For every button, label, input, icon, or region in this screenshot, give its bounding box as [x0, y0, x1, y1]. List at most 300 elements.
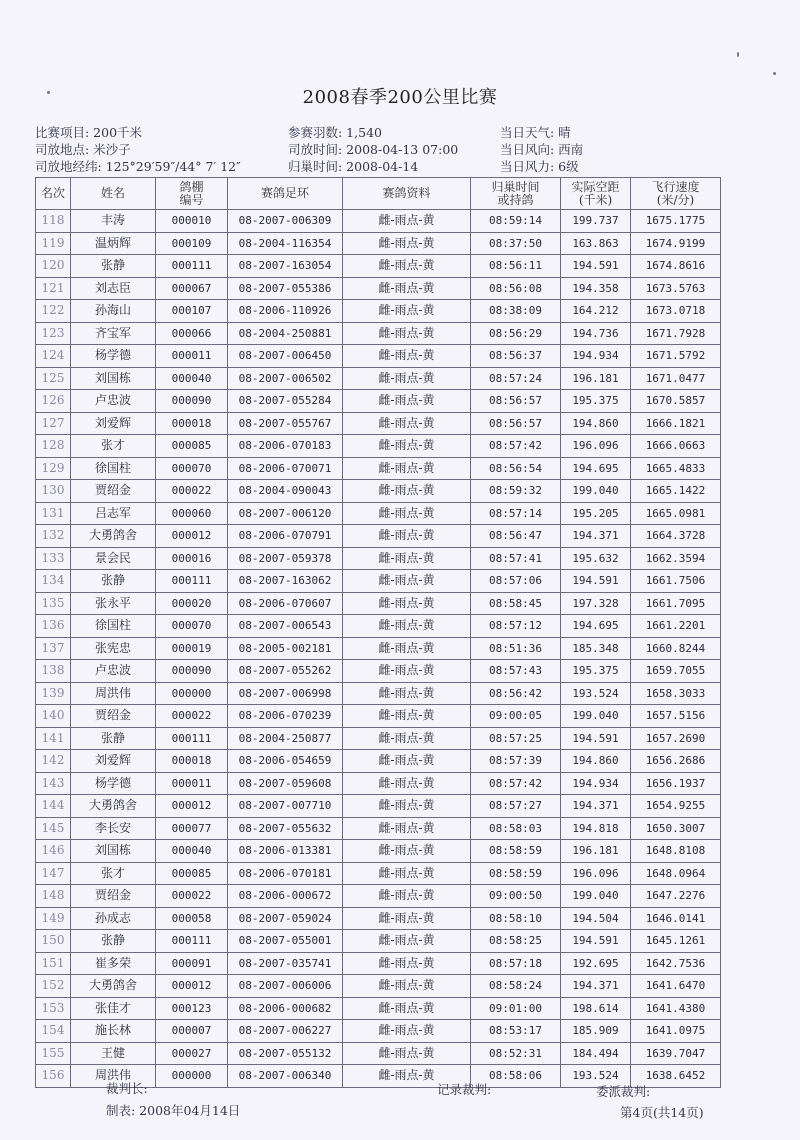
table-row	[36, 547, 721, 570]
cell-ring: 08-2007-055132	[228, 1042, 343, 1065]
cell-time: 08:57:42	[471, 435, 561, 458]
cell-ring: 08-2007-059608	[228, 772, 343, 795]
cell-speed: 1646.0141	[631, 907, 721, 930]
cell-ring: 08-2004-090043	[228, 480, 343, 503]
cell-info: 雌-雨点-黄	[343, 435, 471, 458]
cell-loft: 000020	[156, 592, 228, 615]
cell-rank: 135	[36, 592, 71, 615]
cell-rank: 119	[36, 232, 71, 255]
table-row	[36, 232, 721, 255]
cell-loft: 000107	[156, 300, 228, 323]
cell-name: 刘国栋	[71, 367, 156, 390]
cell-distance: 193.524	[561, 1065, 631, 1088]
cell-name: 张静	[71, 570, 156, 593]
cell-speed: 1657.2690	[631, 727, 721, 750]
cell-distance: 194.695	[561, 457, 631, 480]
cell-name: 卢忠波	[71, 390, 156, 413]
cell-ring: 08-2007-059378	[228, 547, 343, 570]
cell-distance: 199.737	[561, 210, 631, 233]
table-row	[36, 795, 721, 818]
cell-ring: 08-2007-055767	[228, 412, 343, 435]
cell-rank: 137	[36, 637, 71, 660]
cell-info: 雌-雨点-黄	[343, 997, 471, 1020]
table-row	[36, 840, 721, 863]
cell-loft: 000019	[156, 637, 228, 660]
cell-ring: 08-2007-055262	[228, 660, 343, 683]
cell-time: 08:56:29	[471, 322, 561, 345]
table-row	[36, 525, 721, 548]
cell-info: 雌-雨点-黄	[343, 480, 471, 503]
table-row	[36, 952, 721, 975]
cell-rank: 148	[36, 885, 71, 908]
cell-info: 雌-雨点-黄	[343, 277, 471, 300]
cell-distance: 195.632	[561, 547, 631, 570]
cell-ring: 08-2006-070183	[228, 435, 343, 458]
cell-time: 08:57:39	[471, 750, 561, 773]
cell-name: 贾绍金	[71, 885, 156, 908]
cell-info: 雌-雨点-黄	[343, 1020, 471, 1043]
cell-time: 08:58:06	[471, 1065, 561, 1088]
cell-loft: 000007	[156, 1020, 228, 1043]
cell-loft: 000111	[156, 255, 228, 278]
cell-info: 雌-雨点-黄	[343, 907, 471, 930]
cell-speed: 1666.1821	[631, 412, 721, 435]
cell-speed: 1671.0477	[631, 367, 721, 390]
table-row	[36, 885, 721, 908]
cell-loft: 000085	[156, 435, 228, 458]
cell-name: 贾绍金	[71, 480, 156, 503]
cell-name: 张静	[71, 727, 156, 750]
cell-distance: 194.591	[561, 570, 631, 593]
cell-time: 08:56:42	[471, 682, 561, 705]
cell-loft: 000040	[156, 840, 228, 863]
cell-info: 雌-雨点-黄	[343, 952, 471, 975]
cell-ring: 08-2007-055632	[228, 817, 343, 840]
cell-ring: 08-2007-006998	[228, 682, 343, 705]
cell-loft: 000077	[156, 817, 228, 840]
cell-ring: 08-2004-250877	[228, 727, 343, 750]
cell-rank: 123	[36, 322, 71, 345]
cell-info: 雌-雨点-黄	[343, 817, 471, 840]
cell-rank: 120	[36, 255, 71, 278]
cell-name: 刘爱辉	[71, 750, 156, 773]
cell-time: 08:59:14	[471, 210, 561, 233]
cell-name: 李长安	[71, 817, 156, 840]
cell-distance: 185.909	[561, 1020, 631, 1043]
cell-loft: 000123	[156, 997, 228, 1020]
cell-name: 张静	[71, 255, 156, 278]
table-row	[36, 480, 721, 503]
cell-name: 丰涛	[71, 210, 156, 233]
cell-info: 雌-雨点-黄	[343, 457, 471, 480]
cell-speed: 1648.0964	[631, 862, 721, 885]
cell-info: 雌-雨点-黄	[343, 705, 471, 728]
cell-name: 贾绍金	[71, 705, 156, 728]
cell-ring: 08-2006-070791	[228, 525, 343, 548]
cell-distance: 199.040	[561, 480, 631, 503]
info-project: 比赛项目: 200千米	[35, 125, 143, 140]
cell-ring: 08-2006-070239	[228, 705, 343, 728]
cell-name: 王健	[71, 1042, 156, 1065]
footer-recorder: 记录裁判:	[437, 1082, 492, 1097]
table-row	[36, 930, 721, 953]
table-row	[36, 660, 721, 683]
cell-speed: 1673.0718	[631, 300, 721, 323]
cell-loft: 000040	[156, 367, 228, 390]
cell-name: 卢忠波	[71, 660, 156, 683]
cell-distance: 194.695	[561, 615, 631, 638]
cell-speed: 1670.5857	[631, 390, 721, 413]
cell-rank: 134	[36, 570, 71, 593]
header-info: 赛鸽资料	[343, 178, 471, 210]
cell-rank: 130	[36, 480, 71, 503]
cell-time: 08:58:59	[471, 862, 561, 885]
cell-loft: 000010	[156, 210, 228, 233]
table-row	[36, 390, 721, 413]
cell-time: 08:58:10	[471, 907, 561, 930]
cell-info: 雌-雨点-黄	[343, 525, 471, 548]
cell-loft: 000109	[156, 232, 228, 255]
cell-loft: 000000	[156, 1065, 228, 1088]
table-row	[36, 570, 721, 593]
cell-info: 雌-雨点-黄	[343, 300, 471, 323]
cell-info: 雌-雨点-黄	[343, 637, 471, 660]
cell-name: 吕志军	[71, 502, 156, 525]
cell-loft: 000016	[156, 547, 228, 570]
cell-ring: 08-2007-006309	[228, 210, 343, 233]
cell-time: 08:51:36	[471, 637, 561, 660]
cell-rank: 142	[36, 750, 71, 773]
cell-speed: 1662.3594	[631, 547, 721, 570]
cell-speed: 1656.2686	[631, 750, 721, 773]
cell-rank: 126	[36, 390, 71, 413]
header-loft: 鸽棚编号	[156, 178, 228, 210]
cell-name: 张静	[71, 930, 156, 953]
cell-distance: 194.371	[561, 795, 631, 818]
cell-distance: 194.504	[561, 907, 631, 930]
info-location: 司放地点: 米沙子	[35, 142, 131, 157]
cell-ring: 08-2006-000682	[228, 997, 343, 1020]
cell-speed: 1673.5763	[631, 277, 721, 300]
header-name: 姓名	[71, 178, 156, 210]
cell-time: 08:38:09	[471, 300, 561, 323]
cell-distance: 164.212	[561, 300, 631, 323]
cell-speed: 1641.0975	[631, 1020, 721, 1043]
header-speed: 飞行速度(米/分)	[631, 178, 721, 210]
cell-rank: 144	[36, 795, 71, 818]
cell-speed: 1674.8616	[631, 255, 721, 278]
cell-info: 雌-雨点-黄	[343, 592, 471, 615]
cell-info: 雌-雨点-黄	[343, 930, 471, 953]
cell-info: 雌-雨点-黄	[343, 367, 471, 390]
cell-rank: 145	[36, 817, 71, 840]
cell-info: 雌-雨点-黄	[343, 345, 471, 368]
cell-ring: 08-2007-035741	[228, 952, 343, 975]
cell-distance: 196.096	[561, 862, 631, 885]
cell-time: 08:57:06	[471, 570, 561, 593]
cell-loft: 000091	[156, 952, 228, 975]
cell-ring: 08-2007-163054	[228, 255, 343, 278]
cell-ring: 08-2007-006543	[228, 615, 343, 638]
cell-time: 08:57:14	[471, 502, 561, 525]
cell-loft: 000018	[156, 412, 228, 435]
cell-loft: 000012	[156, 525, 228, 548]
cell-name: 张才	[71, 862, 156, 885]
cell-distance: 194.934	[561, 345, 631, 368]
cell-info: 雌-雨点-黄	[343, 795, 471, 818]
cell-rank: 128	[36, 435, 71, 458]
cell-name: 景会民	[71, 547, 156, 570]
cell-distance: 193.524	[561, 682, 631, 705]
cell-ring: 08-2004-116354	[228, 232, 343, 255]
cell-ring: 08-2007-006120	[228, 502, 343, 525]
cell-speed: 1660.8244	[631, 637, 721, 660]
table-row	[36, 367, 721, 390]
cell-ring: 08-2007-055386	[228, 277, 343, 300]
table-header-row	[36, 178, 721, 210]
cell-distance: 199.040	[561, 885, 631, 908]
cell-info: 雌-雨点-黄	[343, 862, 471, 885]
cell-name: 张才	[71, 435, 156, 458]
cell-distance: 195.375	[561, 660, 631, 683]
table-row	[36, 1020, 721, 1043]
cell-name: 周洪伟	[71, 682, 156, 705]
cell-info: 雌-雨点-黄	[343, 322, 471, 345]
cell-distance: 197.328	[561, 592, 631, 615]
cell-info: 雌-雨点-黄	[343, 210, 471, 233]
cell-info: 雌-雨点-黄	[343, 412, 471, 435]
cell-ring: 08-2006-070071	[228, 457, 343, 480]
cell-info: 雌-雨点-黄	[343, 1065, 471, 1088]
cell-rank: 136	[36, 615, 71, 638]
cell-rank: 129	[36, 457, 71, 480]
cell-info: 雌-雨点-黄	[343, 660, 471, 683]
cell-distance: 194.934	[561, 772, 631, 795]
table-row	[36, 1042, 721, 1065]
cell-speed: 1641.4380	[631, 997, 721, 1020]
cell-time: 09:00:50	[471, 885, 561, 908]
cell-rank: 141	[36, 727, 71, 750]
cell-loft: 000011	[156, 345, 228, 368]
table-row	[36, 682, 721, 705]
cell-time: 08:58:45	[471, 592, 561, 615]
cell-loft: 000111	[156, 727, 228, 750]
table-row	[36, 997, 721, 1020]
cell-loft: 000012	[156, 975, 228, 998]
info-release-time: 司放时间: 2008-04-13 07:00	[288, 142, 459, 157]
table-row	[36, 907, 721, 930]
cell-info: 雌-雨点-黄	[343, 390, 471, 413]
cell-speed: 1675.1775	[631, 210, 721, 233]
cell-rank: 156	[36, 1065, 71, 1088]
cell-distance: 196.181	[561, 840, 631, 863]
cell-distance: 163.863	[561, 232, 631, 255]
table-row	[36, 862, 721, 885]
info-return-time: 归巢时间: 2008-04-14	[288, 159, 419, 174]
cell-rank: 154	[36, 1020, 71, 1043]
cell-distance: 192.695	[561, 952, 631, 975]
cell-ring: 08-2007-006006	[228, 975, 343, 998]
cell-time: 08:52:31	[471, 1042, 561, 1065]
cell-distance: 194.371	[561, 525, 631, 548]
cell-rank: 127	[36, 412, 71, 435]
cell-rank: 155	[36, 1042, 71, 1065]
cell-distance: 194.358	[561, 277, 631, 300]
cell-speed: 1639.7047	[631, 1042, 721, 1065]
cell-speed: 1665.0981	[631, 502, 721, 525]
cell-name: 刘国栋	[71, 840, 156, 863]
cell-name: 张宪忠	[71, 637, 156, 660]
cell-ring: 08-2005-002181	[228, 637, 343, 660]
cell-ring: 08-2006-070607	[228, 592, 343, 615]
cell-speed: 1656.1937	[631, 772, 721, 795]
cell-rank: 138	[36, 660, 71, 683]
cell-distance: 198.614	[561, 997, 631, 1020]
cell-info: 雌-雨点-黄	[343, 727, 471, 750]
cell-time: 08:56:11	[471, 255, 561, 278]
cell-speed: 1671.5792	[631, 345, 721, 368]
cell-time: 08:56:57	[471, 412, 561, 435]
cell-distance: 194.818	[561, 817, 631, 840]
cell-speed: 1659.7055	[631, 660, 721, 683]
cell-loft: 000090	[156, 660, 228, 683]
cell-rank: 132	[36, 525, 71, 548]
cell-loft: 000085	[156, 862, 228, 885]
cell-time: 08:56:54	[471, 457, 561, 480]
cell-rank: 153	[36, 997, 71, 1020]
cell-name: 徐国柱	[71, 457, 156, 480]
cell-info: 雌-雨点-黄	[343, 615, 471, 638]
cell-name: 大勇鸽舍	[71, 975, 156, 998]
cell-ring: 08-2007-006340	[228, 1065, 343, 1088]
cell-ring: 08-2006-070181	[228, 862, 343, 885]
cell-distance: 184.494	[561, 1042, 631, 1065]
cell-speed: 1674.9199	[631, 232, 721, 255]
table-row	[36, 772, 721, 795]
cell-rank: 151	[36, 952, 71, 975]
cell-ring: 08-2006-013381	[228, 840, 343, 863]
cell-rank: 133	[36, 547, 71, 570]
cell-time: 08:57:18	[471, 952, 561, 975]
cell-rank: 118	[36, 210, 71, 233]
cell-loft: 000060	[156, 502, 228, 525]
footer-made-date: 制表: 2008年04月14日	[106, 1103, 241, 1118]
cell-rank: 140	[36, 705, 71, 728]
cell-name: 孙成志	[71, 907, 156, 930]
header-ring: 赛鸽足环	[228, 178, 343, 210]
cell-loft: 000070	[156, 457, 228, 480]
cell-ring: 08-2006-054659	[228, 750, 343, 773]
cell-loft: 000111	[156, 930, 228, 953]
cell-loft: 000067	[156, 277, 228, 300]
cell-distance: 194.860	[561, 412, 631, 435]
cell-speed: 1661.2201	[631, 615, 721, 638]
header-rank: 名次	[36, 178, 71, 210]
cell-ring: 08-2006-000672	[228, 885, 343, 908]
cell-distance: 195.205	[561, 502, 631, 525]
cell-info: 雌-雨点-黄	[343, 502, 471, 525]
cell-speed: 1657.5156	[631, 705, 721, 728]
cell-distance: 194.591	[561, 255, 631, 278]
cell-info: 雌-雨点-黄	[343, 255, 471, 278]
cell-loft: 000000	[156, 682, 228, 705]
table-row	[36, 255, 721, 278]
cell-rank: 139	[36, 682, 71, 705]
cell-info: 雌-雨点-黄	[343, 840, 471, 863]
cell-ring: 08-2007-055284	[228, 390, 343, 413]
cell-time: 08:57:42	[471, 772, 561, 795]
cell-time: 09:01:00	[471, 997, 561, 1020]
cell-name: 施长林	[71, 1020, 156, 1043]
cell-speed: 1671.7928	[631, 322, 721, 345]
table-row	[36, 975, 721, 998]
table-row	[36, 435, 721, 458]
cell-loft: 000070	[156, 615, 228, 638]
cell-distance: 194.860	[561, 750, 631, 773]
cell-loft: 000022	[156, 885, 228, 908]
cell-info: 雌-雨点-黄	[343, 232, 471, 255]
cell-ring: 08-2004-250881	[228, 322, 343, 345]
scan-speck	[773, 72, 776, 75]
cell-distance: 194.591	[561, 727, 631, 750]
cell-time: 08:56:47	[471, 525, 561, 548]
table-row	[36, 345, 721, 368]
cell-ring: 08-2007-007710	[228, 795, 343, 818]
cell-speed: 1664.3728	[631, 525, 721, 548]
cell-name: 刘爱辉	[71, 412, 156, 435]
cell-time: 08:57:43	[471, 660, 561, 683]
cell-distance: 196.096	[561, 435, 631, 458]
cell-name: 孙海山	[71, 300, 156, 323]
page-title: 2008春季200公里比赛	[302, 87, 498, 108]
cell-info: 雌-雨点-黄	[343, 1042, 471, 1065]
cell-speed: 1654.9255	[631, 795, 721, 818]
cell-name: 杨学德	[71, 772, 156, 795]
cell-speed: 1641.6470	[631, 975, 721, 998]
scan-speck	[737, 52, 739, 57]
table-row	[36, 277, 721, 300]
header-distance: 实际空距(千米)	[561, 178, 631, 210]
results-table	[35, 177, 721, 1088]
cell-distance: 196.181	[561, 367, 631, 390]
cell-rank: 122	[36, 300, 71, 323]
cell-loft: 000022	[156, 705, 228, 728]
cell-time: 08:53:17	[471, 1020, 561, 1043]
cell-info: 雌-雨点-黄	[343, 772, 471, 795]
table-row	[36, 412, 721, 435]
cell-speed: 1661.7095	[631, 592, 721, 615]
table-row	[36, 705, 721, 728]
cell-time: 08:57:24	[471, 367, 561, 390]
cell-name: 刘志臣	[71, 277, 156, 300]
cell-rank: 121	[36, 277, 71, 300]
info-wind-force: 当日风力: 6级	[500, 159, 579, 174]
cell-speed: 1648.8108	[631, 840, 721, 863]
cell-name: 周洪伟	[71, 1065, 156, 1088]
cell-time: 08:59:32	[471, 480, 561, 503]
cell-speed: 1661.7506	[631, 570, 721, 593]
cell-speed: 1645.1261	[631, 930, 721, 953]
cell-loft: 000012	[156, 795, 228, 818]
table-row	[36, 457, 721, 480]
cell-name: 大勇鸽舍	[71, 525, 156, 548]
cell-rank: 146	[36, 840, 71, 863]
cell-name: 齐宝军	[71, 322, 156, 345]
table-row	[36, 637, 721, 660]
cell-rank: 149	[36, 907, 71, 930]
cell-loft: 000111	[156, 570, 228, 593]
cell-distance: 199.040	[561, 705, 631, 728]
